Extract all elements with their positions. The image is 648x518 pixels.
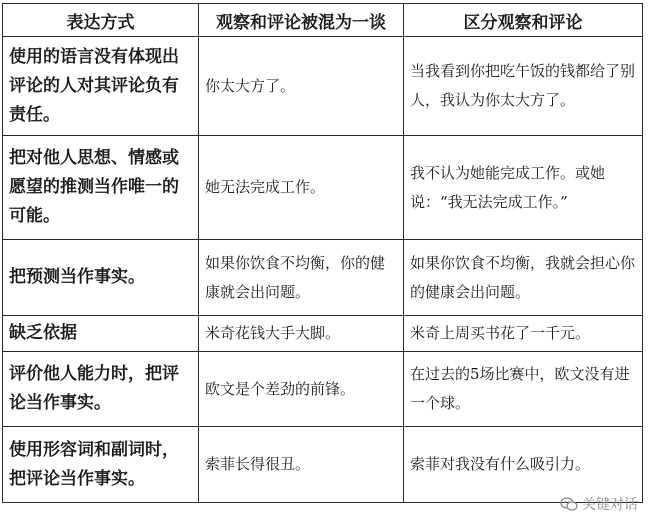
mixed-cell: 你太大方了。 (199, 37, 404, 136)
expression-cell: 缺乏依据 (3, 316, 199, 352)
distinguished-cell: 索菲对我没有什么吸引力。 (404, 427, 643, 503)
table-row (3, 136, 643, 240)
distinguished-cell: 米奇上周买书花了一千元。 (404, 316, 643, 352)
distinguished-cell: 我不认为她能完成工作。或她说：“我无法完成工作。” (404, 136, 643, 240)
header-distinguished: 区分观察和评论 (404, 4, 643, 37)
watermark (560, 494, 638, 514)
header-mixed: 观察和评论被混为一谈 (199, 4, 404, 37)
distinguished-cell: 当我看到你把吃午饭的钱都给了别人，我认为你太大方了。 (404, 37, 643, 136)
table-row (3, 427, 643, 503)
mixed-cell: 米奇花钱大手大脚。 (199, 316, 404, 352)
mixed-cell: 欧文是个差劲的前锋。 (199, 352, 404, 427)
expression-cell: 使用形容词和副词时，把评论当作事实。 (3, 427, 199, 503)
watermark-text: 关键对话 (582, 497, 638, 513)
distinguished-cell: 在过去的5场比赛中，欧文没有进一个球。 (404, 352, 643, 427)
distinguished-cell: 如果你饮食不均衡，我就会担心你的健康会出问题。 (404, 240, 643, 316)
expression-cell: 使用的语言没有体现出评论的人对其评论负有责任。 (3, 37, 199, 136)
mixed-cell: 如果你饮食不均衡，你的健康就会出问题。 (199, 240, 404, 316)
table-row (3, 240, 643, 316)
table-row (3, 37, 643, 136)
expression-cell: 把对他人思想、情感或愿望的推测当作唯一的可能。 (3, 136, 199, 240)
table-row (3, 316, 643, 352)
mixed-cell: 她无法完成工作。 (199, 136, 404, 240)
comparison-table (2, 3, 643, 503)
table-row (3, 352, 643, 427)
expression-cell: 把预测当作事实。 (3, 240, 199, 316)
table-header-row (3, 4, 643, 37)
expression-cell: 评价他人能力时，把评论当作事实。 (3, 352, 199, 427)
mixed-cell: 索菲长得很丑。 (199, 427, 404, 503)
header-expression: 表达方式 (3, 4, 199, 37)
wechat-icon (560, 497, 578, 511)
